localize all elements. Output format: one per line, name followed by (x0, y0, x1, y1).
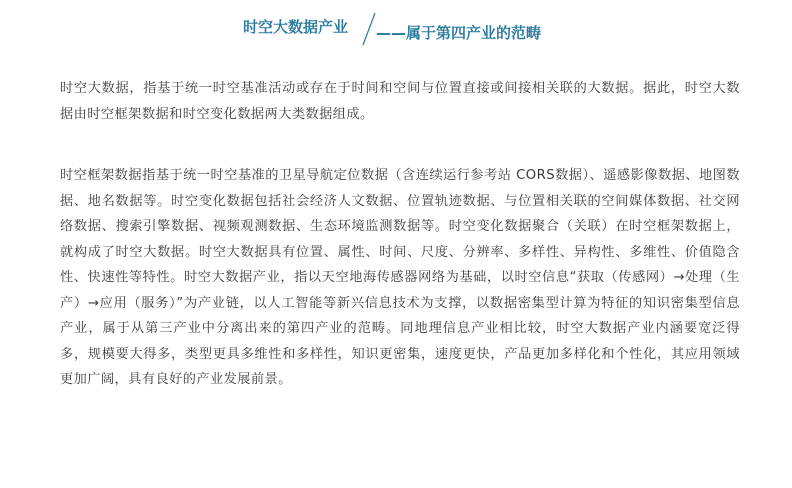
heading-subtitle: ——属于第四产业的范畴 (376, 24, 542, 42)
article-heading (0, 8, 792, 48)
slash-divider-icon (361, 12, 377, 46)
paragraph-definition: 时空大数据，指基于统一时空基准活动或存在于时间和空间与位置直接或间接相关联的大数据。据此，时空大数据由时空框架数据和时空变化数据两大类数据组成。 (60, 81, 740, 122)
heading-main-title: 时空大数据产业 (243, 18, 349, 36)
paragraph-details: 时空框架数据指基于统一时空基准的卫星导航定位数据（含连续运行参考站 CORS数据）、遥感影像数据、地图数据、地名数据等。时空变化数据包括社会经济人文数据、位置轨迹数据、与位置相关联的空间媒体数据、社交网络数据、搜索引擎数据、视频观测数据、生态环境监测数据等。时空变化数据聚合（关联）在时空框架数据上，就构成了时空大数据。时空大数据具有位置、属性、时间、尺度、分辨率、多样性、异构性、多维性、价值隐含性、快速性等特性。时空大数据产业，指以天空地海传感器网络为基础，以时空信息“获取（传感网）→处理（生产）→应用（服务）”为产业链，以人工智能等新兴信息技术为支撑，以数据密集型计算为特征的知识密集型信息产业，属于从第三产业中分离出来的第四产业的范畴。同地理信息产业相比较，时空大数据产业内涵要宽泛得多，规模要大得多，类型更具多维性和多样性，知识更密集，速度更快，产品更加多样化和个性化，其应用领域更加广阔，具有良好的产业发展前景。 (60, 168, 740, 387)
